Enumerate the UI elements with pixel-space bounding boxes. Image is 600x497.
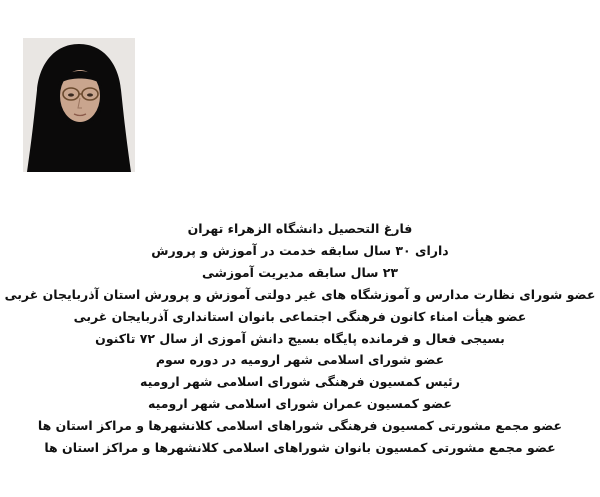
bio-line-women-center-board: عضو هیأت امناء کانون فرهنگی اجتماعی بانوان استانداری آذربایجان غربی (73, 308, 527, 324)
bio-line-basij-commander: بسیجی فعال و فرمانده پایگاه بسیج دانش آموزی از سال ۷۲ تاکنون (95, 330, 505, 346)
bio-line-cultural-advisory-assembly: عضو مجمع مشورتی کمسیون فرهنگی شوراهای اسلامی کلانشهرها و مراکز استان ها (37, 418, 563, 434)
portrait-illustration (23, 38, 135, 172)
bio-line-cultural-commission-head: رئیس کمسیون فرهنگی شورای اسلامی شهر ارومیه (140, 374, 460, 390)
bio-line-construction-commission: عضو کمسیون عمران شورای اسلامی شهر ارومیه (148, 396, 452, 412)
bio-list (0, 218, 600, 459)
bio-line-women-advisory-assembly: عضو مجمع مشورتی کمسیون بانوان شوراهای اسلامی کلانشهرها و مراکز استان ها (44, 440, 556, 456)
portrait-photo (23, 38, 135, 172)
bio-line-city-council-member: عضو شورای اسلامی شهر ارومیه در دوره سوم (155, 352, 445, 368)
bio-line-education: فارغ التحصیل دانشگاه الزهراء تهران (187, 221, 413, 236)
bio-line-service-years: دارای ۳۰ سال سابقه خدمت در آموزش و پرورش (151, 242, 449, 258)
bio-line-management-years: ۲۳ سال سابقه مدیریت آموزشی (201, 264, 399, 280)
bio-line-school-supervision-council: عضو شورای نظارت مدارس و آموزشگاه های غیر دولتی آموزش و پرورش استان آذربایجان غربی (4, 286, 596, 302)
